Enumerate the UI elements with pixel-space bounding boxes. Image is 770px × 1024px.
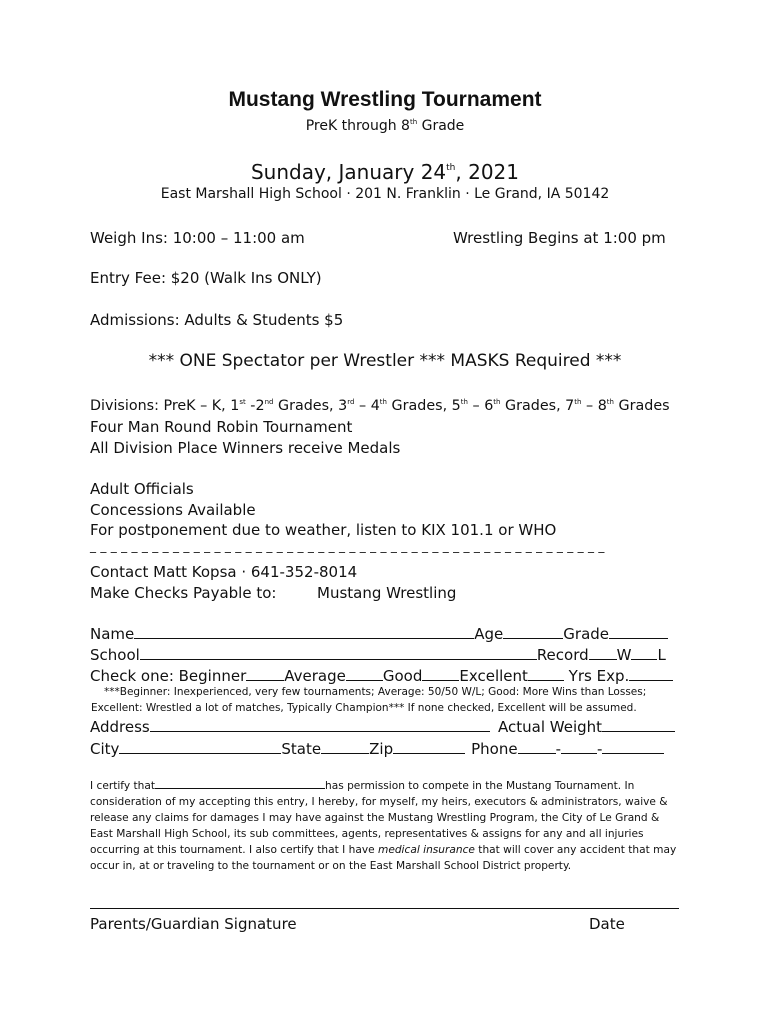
zip-field[interactable]: [393, 741, 465, 754]
div-text: Grades, 3: [273, 398, 348, 414]
school-label: School: [90, 646, 140, 664]
age-field[interactable]: [503, 626, 563, 639]
div-sup: th: [493, 398, 501, 406]
state-field[interactable]: [321, 741, 369, 754]
phone-line-field[interactable]: [602, 741, 664, 754]
age-label: Age: [474, 625, 504, 643]
divisions: [90, 398, 670, 414]
div-text: -2: [245, 398, 265, 414]
concessions: Concessions Available: [90, 501, 256, 519]
adult-officials: Adult Officials: [90, 480, 194, 498]
waiver-paragraph: [90, 778, 680, 874]
checks-payee: Mustang Wrestling: [317, 584, 457, 602]
school-field[interactable]: [140, 647, 537, 660]
zip-label: Zip: [369, 740, 394, 758]
div-sup: th: [606, 398, 614, 406]
waiver-emphasis: medical insurance: [378, 844, 475, 856]
contact: Contact Matt Kopsa · 641-352-8014: [90, 563, 358, 581]
medals: All Division Place Winners receive Medals: [90, 439, 401, 457]
div-text: – 8: [581, 398, 607, 414]
form-row-experience: [90, 667, 673, 685]
phone-dash: -: [555, 740, 561, 758]
spectator-notice: *** ONE Spectator per Wrestler *** MASKS Required ***: [148, 351, 622, 371]
venue: East Marshall High School · 201 N. Franklin · Le Grand, IA 50142: [160, 186, 610, 202]
checks-label: Make Checks Payable to:: [90, 584, 277, 602]
phone-prefix-field[interactable]: [561, 741, 597, 754]
record-label: Record: [536, 646, 589, 664]
date-suffix: , 2021: [455, 160, 520, 184]
weigh-ins: Weigh Ins: 10:00 – 11:00 am: [90, 229, 305, 247]
div-text: – 6: [467, 398, 494, 414]
city-label: City: [90, 740, 120, 758]
average-label: Average: [284, 667, 346, 685]
grade-label: Grade: [563, 625, 610, 643]
city-field[interactable]: [119, 741, 281, 754]
date-prefix: Sunday, January 24: [250, 160, 447, 184]
name-field[interactable]: [134, 626, 474, 639]
form-row-weight: [498, 718, 675, 736]
parent-signature-label: Parents/Guardian Signature: [90, 915, 297, 933]
div-sup: th: [379, 398, 387, 406]
actual-weight-field[interactable]: [602, 719, 675, 732]
postponement: For postponement due to weather, listen to KIX 101.1 or WHO: [90, 521, 557, 539]
div-text: Grades, 5: [386, 398, 461, 414]
w-label: W: [616, 646, 632, 664]
grade-range: [0, 118, 770, 134]
div-text: Divisions: PreK – K, 1: [90, 398, 240, 414]
average-field[interactable]: [346, 668, 383, 681]
phone-area-field[interactable]: [518, 741, 556, 754]
form-row-city: [90, 740, 664, 758]
form-row-school: [90, 646, 666, 664]
div-text: Grades, 7: [500, 398, 575, 414]
actual-weight-label: Actual Weight: [498, 718, 603, 736]
address-field[interactable]: [150, 719, 490, 732]
name-label: Name: [90, 625, 135, 643]
good-label: Good: [382, 667, 423, 685]
waiver-text: I certify that: [90, 780, 155, 792]
waiver-text: has permission to compete in the Mustang Tournament. In consideration of my accepting this entry, I hereby, for myself, my heirs, executors & administrators, waive & release any claims for damages I may have against the Mustang Wrestling Program, the City of Le Grand & East Marshall High School, its sub committees, agents, representatives & assigns for any and all injuries occurring at this tournament. I also certify that I have: [90, 780, 668, 856]
div-text: – 4: [354, 398, 380, 414]
form-row-name: [90, 625, 668, 643]
experience-note-2: Excellent: Wrestled a lot of matches, Typically Champion*** If none checked, Excellent will be assumed.: [91, 702, 637, 714]
beginner-field[interactable]: [246, 668, 284, 681]
phone-dash: -: [596, 740, 603, 758]
signature-line[interactable]: [90, 908, 679, 909]
yrs-exp-label: Yrs Exp.: [563, 667, 630, 685]
grade-field[interactable]: [609, 626, 668, 639]
date-label: Date: [589, 915, 625, 933]
excellent-label: Excellent: [459, 667, 528, 685]
waiver-text: that will cover any accident that may occur in, at or traveling to the tournament or on the East Marshall School District property.: [90, 844, 677, 872]
tournament-format: Four Man Round Robin Tournament: [90, 418, 353, 436]
event-date: [0, 160, 770, 184]
check-one-label: Check one: Beginner: [90, 667, 247, 685]
wins-field[interactable]: [589, 647, 617, 660]
form-row-address: [90, 718, 490, 736]
page-title: Mustang Wrestling Tournament: [228, 88, 542, 111]
grades-sup: th: [409, 118, 418, 126]
losses-field[interactable]: [631, 647, 657, 660]
wrestling-begins: Wrestling Begins at 1:00 pm: [453, 229, 666, 247]
admissions: Admissions: Adults & Students $5: [90, 311, 344, 329]
div-sup: rd: [347, 398, 355, 406]
yrs-exp-field[interactable]: [629, 668, 673, 681]
certify-name-field[interactable]: [155, 778, 325, 789]
address-label: Address: [90, 718, 150, 736]
grades-suffix: Grade: [417, 118, 465, 134]
div-sup: nd: [264, 398, 274, 406]
grades-prefix: PreK through 8: [305, 118, 410, 134]
experience-note-1: ***Beginner: Inexperienced, very few tournaments; Average: 50/50 W/L; Good: More Wins than Losses;: [104, 686, 647, 698]
div-text: Grades: [613, 398, 670, 414]
date-sup: th: [446, 163, 456, 173]
l-label: L: [657, 646, 666, 664]
entry-fee: Entry Fee: $20 (Walk Ins ONLY): [90, 269, 322, 287]
div-sup: th: [460, 398, 468, 406]
state-label: State: [281, 740, 322, 758]
div-sup: st: [239, 398, 246, 406]
excellent-field[interactable]: [528, 668, 564, 681]
div-sup: th: [574, 398, 582, 406]
cut-line: _ _ _ _ _ _ _ _ _ _ _ _ _ _ _ _ _ _ _ _ _ _ _ _ _ _ _ _ _ _ _ _ _ _ _ _ _ _ _ _ _ _ _ _ _ _ _ _ _ _: [90, 539, 605, 553]
phone-label: Phone: [471, 740, 518, 758]
good-field[interactable]: [422, 668, 459, 681]
